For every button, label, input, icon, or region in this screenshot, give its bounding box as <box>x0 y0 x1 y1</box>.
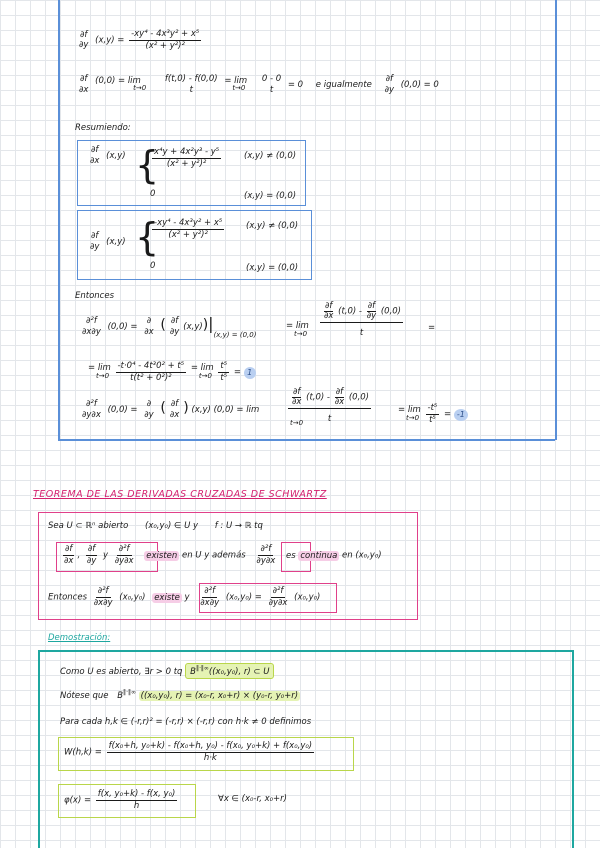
demo-title: Demostración: <box>48 633 111 643</box>
dfdx-case2: 0 <box>150 189 156 199</box>
theorem-line3: Entonces $\frac{\text{∂²f}}{\partial x\partial y}$ (x₀,y₀) existe y $\frac{\text{∂²f}}{\partial x\partial y}$ (x₀,y₀) = $\frac{\text{∂²f}}{\partial y\partial x}$ (x₀,y₀) <box>48 586 321 608</box>
mixed-yx-bigfrac: $\frac{\partial f}{\partial x}$ (t,0) - $\frac{\partial f}{\partial x}$ (0,0) t <box>286 388 373 424</box>
mixed-yx-tail: = lim t→0 $\frac{\text{-t⁵}}{\text{t⁵}}$ = -1 <box>398 404 468 424</box>
mixed-yx-line: ∂²f ∂y∂x (0,0) = ∂ ∂y ( ∂f ∂x ) (x,y) (0,0) = lim <box>82 399 260 420</box>
demo-line1: Como U es abierto, ∃r > 0 tq B‖·‖∞((x₀,y₀), r) ⊂ U <box>60 663 274 679</box>
dfdx-case2-cond: (x,y) = (0,0) <box>244 191 297 201</box>
mixed-xy-cont: = lim t→0 $\frac{\text{-t·0⁴ - 4t³0² + t⁵}}{\text{t(t² + 0²)²}}$ = lim t→0 $\frac{\text{t⁵}}{\text{t⁵}}$ = 1 <box>88 362 256 382</box>
demo-top-rule <box>38 650 573 652</box>
entonces-label: Entonces <box>75 291 115 301</box>
dfdx-brace: { <box>135 143 160 187</box>
section1-left-rule <box>58 0 60 440</box>
result-badge-2: -1 <box>454 409 468 421</box>
existe-highlight: existe <box>154 592 180 603</box>
dfdy-case2: 0 <box>150 261 156 271</box>
demo-left-rule <box>38 650 40 848</box>
phi-domain: ∀x ∈ (x₀-r, x₀+r) <box>218 794 287 804</box>
dfdx-origin-line: ∂f ∂x (0,0) = lim t→0 f(t,0) - f(0,0) t = lim t→0 0 - 0 t = 0 e igualmente ∂f ∂y (0,0) = 0 <box>79 74 439 95</box>
section1-bottom-rule <box>58 439 555 441</box>
dfdy-case1-cond: (x,y) ≠ (0,0) <box>246 221 299 231</box>
dfdy-brace: { <box>135 215 160 259</box>
demo-line2: Nótese que B‖·‖∞ ((x₀,y₀), r) = (x₀-r, x₀+r) × (y₀-r, y₀+r) <box>60 689 299 701</box>
demo-line5: φ(x) = $\frac{\text{f(x, y₀+k) - f(x, y₀)}}{h}$ <box>64 789 176 811</box>
section1-right-rule <box>555 0 557 440</box>
result-badge-1: 1 <box>244 367 256 379</box>
demo-line3: Para cada h,k ∈ (-r,r)² = (-r,r) × (-r,r) con h·k ≠ 0 definimos <box>60 717 312 727</box>
dfdy-expression: ∂f ∂y (x,y) = $\frac{\text{-xy⁴ - 4x³y² + x⁵}}{\text{(x² + y²)²}}$ <box>79 29 200 51</box>
dfdx-case1-cond: (x,y) ≠ (0,0) <box>244 151 297 161</box>
mixed-xy-line: ∂²f ∂x∂y (0,0) = ∂ ∂x ( ∂f ∂y $(x,y))|_{(x,y) = (0,0)}$ <box>82 314 257 339</box>
dfdy-case2-cond: (x,y) = (0,0) <box>246 263 299 273</box>
theorem-line1: Sea U ⊂ ℝⁿ abierto (x₀,y₀) ∈ U y f : U → ℝ tq <box>48 521 263 531</box>
demo-right-rule <box>572 650 574 848</box>
ball-highlight: B‖·‖∞((x₀,y₀), r) ⊂ U <box>185 663 274 679</box>
continua-highlight: continua <box>300 550 338 561</box>
mixed-xy-tail: = <box>428 323 436 333</box>
resumiendo-label: Resumiendo: <box>75 123 131 133</box>
dfdy-piecewise-lhs: ∂f ∂y (x,y) <box>90 231 126 252</box>
existen-highlight: existen <box>146 550 178 561</box>
theorem-title: TEOREMA DE LAS DERIVADAS CRUZADAS DE SCHWARTZ <box>33 489 327 500</box>
dfdy-case1: $\frac{\text{-xy⁴ - 4x³y² + x⁵}}{\text{(x² + y²)²}}$ <box>154 218 223 240</box>
mixed-xy-bigfrac: $\frac{\partial f}{\partial x}$ (t,0) - $\frac{\partial f}{\partial y}$ (0,0) t <box>318 302 405 338</box>
dfdx-piecewise-lhs: ∂f ∂x (x,y) <box>90 145 126 166</box>
mixed-xy-lim: = lim t→0 <box>286 321 309 338</box>
dfdx-case1: $\frac{\text{x⁴y + 4x²y³ - y⁵}}{\text{(x² + y²)²}}$ <box>154 147 220 169</box>
theorem-line2: $\frac{\partial f}{\partial x}$ , $\frac{\partial f}{\partial y}$ y $\frac{\text{∂²f}}{\partial y\partial x}$ existen en U y además $\frac{\text{∂²f}}{\partial y\partial x}$ es continua en (x₀,y₀) <box>64 544 382 566</box>
ball-equality-highlight: ((x₀,y₀), r) = (x₀-r, x₀+r) × (y₀-r, y₀+r) <box>140 690 299 701</box>
mixed-yx-limsub: t→0 <box>290 419 304 427</box>
demo-line4: W(h,k) = $\frac{\text{f(x₀+h, y₀+k) - f(x₀+h, y₀) - f(x₀, y₀+k) + f(x₀,y₀)}}{h\cdot k}$ <box>64 741 313 763</box>
